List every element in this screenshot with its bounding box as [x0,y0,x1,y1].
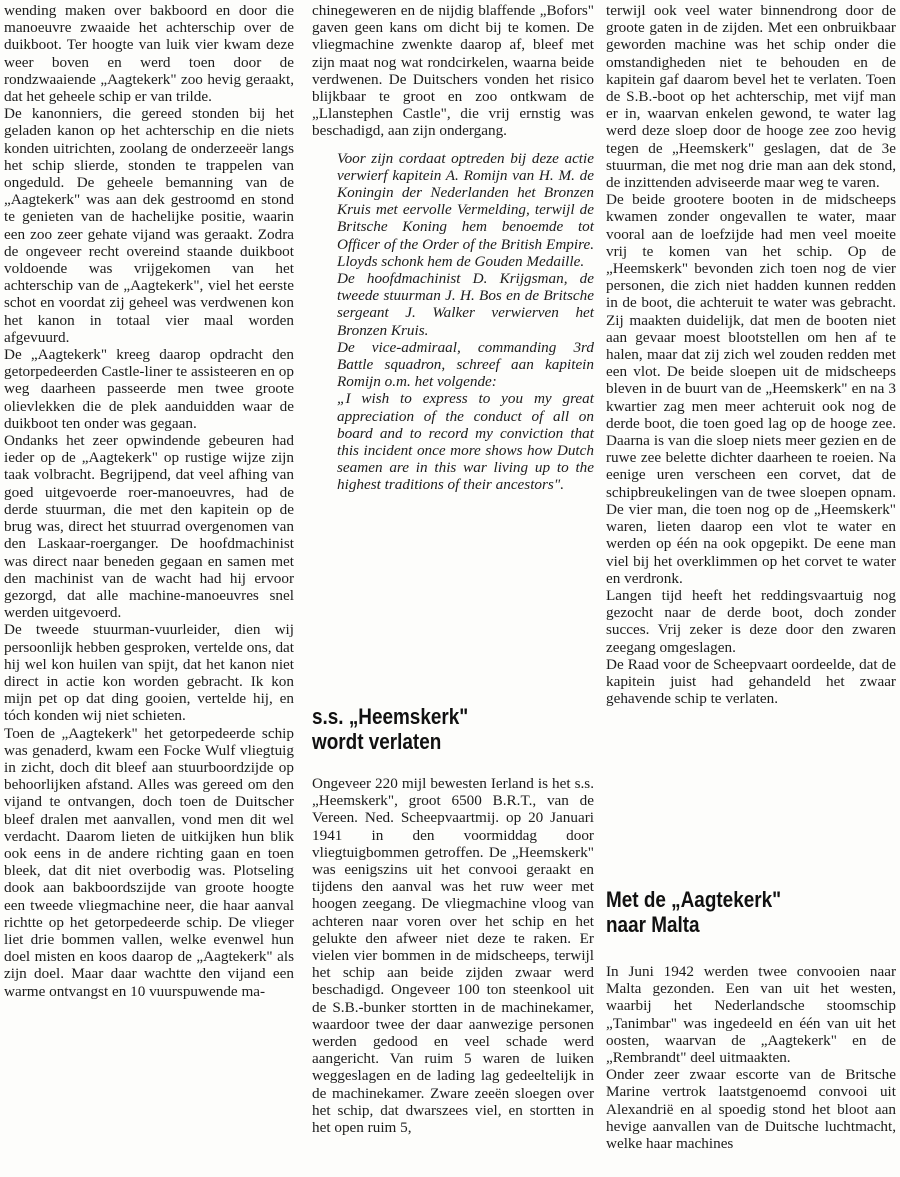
paragraph: De beide grootere booten in de midscheeps kwamen zonder ongevallen te water, maar vooral aan de loefzijde had men veel moeite vrij te komen van het schip. Op de „Heemskerk" bevonden zich toen nog de vier personen, die zich niet hadden kunnen redden in de boot, die achteruit te water was gebracht. Zij maakten duidelijk, dat men de booten niet aan gevaar moest blootstellen om hen af te halen, maar dat zij zich wel zouden redden met een vlot. De beide sloepen uit de midscheeps bleven in de buurt van de „Heemskerk" en na 3 kwartier zag men meer achteruit ook nog de derde boot, die toen goed lag op de hooge zee. Daarna is van die sloep niets meer gezien en de ruwe zee belette dichter daarheen te roeien. Na eenige uren verscheen een corvet, dat de schipbreukelingen van de twee sloepen opnam. De vier man, die toen nog op de „Heemskerk" waren, lieten daarop een vlot te water en werden op één na ook opgepikt. De eene man viel bij het overklimmen op het corvet te water en verdronk. [606,191,896,587]
section-heading-heemskerk [312,704,468,754]
quote-paragraph: De vice-admiraal, commanding 3rd Battle squadron, schreef aan kapitein Romijn o.m. het volgende: [337,338,594,391]
quote-paragraph: Voor zijn cordaat optreden bij deze actie verwierf kapitein A. Romijn van H. M. de Koningin der Nederlanden het Bronzen Kruis met eervolle Vermelding, terwijl de Britsche Koning hem benoemde tot Officer of the Order of the British Empire. Lloyds schonk hem de Gouden Medaille. [337,149,594,270]
quote-paragraph: „I wish to express to you my great appreciation of the conduct of all on board and to record my conviction that this incident once more shows how Dutch seamen are in this war living up to the highest traditions of their ancestors". [337,390,594,494]
column-middle [312,2,594,494]
heading-line: s.s. „Heemskerk" [312,704,469,729]
paragraph: Ongeveer 220 mijl bewesten Ierland is het s.s. „Heemskerk", groot 6500 B.R.T., van de Vereen. Ned. Scheepvaartmij. op 20 Januari 1941 in den voormiddag door vliegtuigbommen getroffen. De „Heemskerk" was eenigszins uit het convooi geraakt en tijdens den aanval was het ruw weer met hoogen zeegang. De vliegmachine vloog van achteren naar voren over het schip en het gelukte den afweer niet deze te raken. Er vielen vier bommen in de midscheeps, terwijl het schip aan beide zijden zwaar werd beschadigd. Ongeveer 100 ton steenkool uit de S.B.-bunker stortten in de machinekamer, waardoor twee der daar aanwezige personen werden gedood en veel schade werd aangericht. Van ruim 5 waren de luiken weggeslagen en de lading lag gedeeltelijk in de machinekamer. Zware zeeën sloegen over het schip, dat dwarszees viel, en stortten in het open ruim 5, [312,775,594,1137]
column-right [606,2,896,707]
paragraph: wending maken over bakboord en door die manoeuvre zwaaide het achterschip over de duikboot. Ter hoogte van luik vier kwam deze weer boven en werd toen door de rondzwaaiende „Aagtekerk" zoo hevig geraakt, dat het geheele schip er van trilde. [4,2,294,106]
heading-line: wordt verlaten [312,729,442,754]
heading-line: naar Malta [606,912,700,937]
italic-quote-block [312,150,594,494]
paragraph: De kanonniers, die gereed stonden bij het geladen kanon op het achterschip en die niets konden uitrichten, zoolang de onderzeeër langs het schip slierde, stonden te trappelen van ongeduld. De geheele bemanning van de „Aagtekerk" was aan dek gestroomd en stond te genieten van de hachelijke positie, waarin een zoo zeer gehate vijand was geraakt. Zodra de ongeveer recht overeind staande duikboot voldoende was vrijgekomen van het achterschip van de „Aagtekerk", viel het eerste schot en voordat zij geheel was verdwenen kon het kanon in totaal vier maal worden afgevuurd. [4,105,294,346]
article-malta [606,963,896,1152]
article-heemskerk [312,775,594,1136]
section-heading-malta [606,887,781,937]
paragraph: In Juni 1942 werden twee convooien naar Malta gezonden. Een van uit het westen, waarbij het Nederlandsche stoomschip „Tanimbar" was ingedeeld en één van uit het oosten, waarvan de „Aagtekerk" en de „Rembrandt" deel uitmaakten. [606,963,896,1067]
paragraph: Ondanks het zeer opwindende gebeuren had ieder op de „Aagtekerk" op rustige wijze zijn taak volbracht. Begrijpend, dat veel afhing van goed uitgevoerde roer-manoeuvres, had de derde stuurman, die met den kapitein op de brug was, direct het stuurrad overgenomen van den Laskaar-roerganger. De hoofdmachinist was direct naar beneden gegaan en samen met den machinist van de wacht had hij ervoor gezorgd, dat alle machine-manoeuvres snel werden uitgevoerd. [4,432,294,622]
paragraph: chinegeweren en de nijdig blaffende „Bofors" gaven geen kans om dicht bij te komen. De vliegmachine zwenkte daarop af, bleef met zijn maat nog wat rondcirkelen, waarna beide verdwenen. De Duitschers vonden het risico blijkbaar te groot en zoo ontkwam de „Llanstephen Castle", die vrij ernstig was beschadigd, aan zijn ondergang. [312,2,594,140]
column-left [4,2,294,1000]
paragraph: De tweede stuurman-vuurleider, dien wij persoonlijk hebben gesproken, vertelde ons, dat hij wel kon huilen van spijt, dat het kanon niet direct in actie kon worden gebracht. Ik kon mijn pet op dat ding gooien, vertelde hij, en tóch konden wij niet schieten. [4,621,294,725]
paragraph: Onder zeer zwaar escorte van de Britsche Marine vertrok laatstgenoemd convooi uit Alexandrië en al spoedig stond het bloot aan hevige aanvallen van de Duitsche luchtmacht, welke haar machines [606,1066,896,1153]
quote-paragraph: De hoofdmachinist D. Krijgsman, de tweede stuurman J. H. Bos en de Britsche sergeant J. Walker verwierven het Bronzen Kruis. [337,270,594,339]
heading-line: Met de „Aagtekerk" [606,887,782,912]
paragraph: Toen de „Aagtekerk" het getorpedeerde schip was genaderd, kwam een Focke Wulf vliegtuig in zicht, doch dit bleef aan stuurboordzijde op behoorlijken afstand. Alles was gereed om den vijand te ontvangen, doch toen de Duitscher bleef dralen met aanvallen, vond men dit wel verdacht. Daarom lieten de uitkijken hun blik ook eens in de andere richting gaan en toen bleek, dat dit niet overbodig was. Plotseling dook aan bakboordszijde van groote hoogte een tweede vliegmachine neer, die haar aanval richtte op het getorpedeerde schip. De vlieger liet drie bommen vallen, welke evenwel hun doel misten en koos daarop de „Aagtekerk" als zijn doel. Maar daar wachtte den vijand een warme ontvangst en 10 vuurspuwende ma- [4,724,294,1000]
paragraph: De Raad voor de Scheepvaart oordeelde, dat de kapitein juist had gehandeld het zwaar gehavende schip te verlaten. [606,655,896,708]
paragraph: De „Aagtekerk" kreeg daarop opdracht den getorpedeerden Castle-liner te assisteeren en op weg daarheen passeerde men twee groote olievlekken die de plek aanduidden waar de duikboot ten onder was gegaan. [4,346,294,432]
paragraph: terwijl ook veel water binnendrong door de groote gaten in de zijden. Met een onbruikbaar geworden machine was het schip onder die omstandigheden niet te behouden en de kapitein gaf daarom bevel het te verlaten. Toen de S.B.-boot op het achterschip, met vijf man er in, waarvan enkelen gewond, te water lag werd deze sloep door de hooge zee zoo hevig tegen de „Heemskerk" geslagen, dat de 3e stuurman, die met nog drie man aan dek stond, de inzittenden adviseerde maar weg te varen. [606,2,896,192]
paragraph: Langen tijd heeft het reddingsvaartuig nog gezocht naar de derde boot, doch zonder succes. Vrij zeker is deze door den zwaren zeegang omgeslagen. [606,586,896,656]
